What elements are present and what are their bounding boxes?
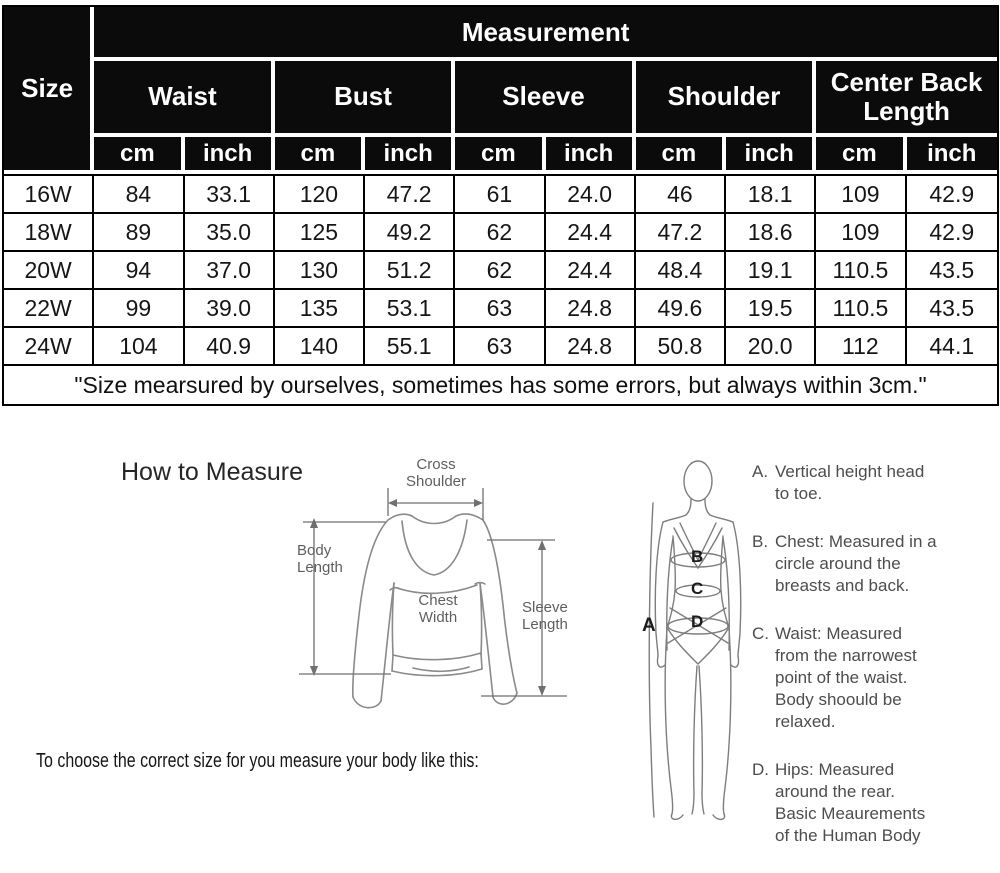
value-cell: 48.4 (636, 252, 726, 290)
table-note-row (4, 366, 997, 404)
instruction-item-b (752, 531, 962, 597)
size-cell: 22W (4, 290, 94, 328)
value-cell: 19.1 (726, 252, 816, 290)
cross-shoulder-label: Cross Shoulder (405, 456, 467, 490)
instruction-text: around the rear. (775, 782, 896, 801)
instruction-text: Waist: Measured (775, 624, 902, 643)
value-cell: 24.8 (546, 290, 636, 328)
size-cell: 18W (4, 214, 94, 252)
size-note: "Size mearsured by ourselves, sometimes has some errors, but always within 3cm." (4, 366, 997, 404)
unit-header-cm: cm (94, 137, 184, 174)
instruction-text: relaxed. (775, 712, 836, 731)
value-cell: 47.2 (365, 174, 455, 214)
instruction-label: C. (752, 624, 769, 643)
value-cell: 49.2 (365, 214, 455, 252)
instruction-item-d (752, 759, 962, 847)
table-row (4, 252, 997, 290)
value-cell: 55.1 (365, 328, 455, 366)
unit-header-cm: cm (455, 137, 545, 174)
unit-header-inch: inch (907, 137, 998, 174)
value-cell: 49.6 (636, 290, 726, 328)
value-cell: 112 (816, 328, 906, 366)
value-cell: 39.0 (185, 290, 275, 328)
value-cell: 24.4 (546, 252, 636, 290)
unit-header-inch: inch (546, 137, 636, 174)
body-outline-drawing (640, 448, 765, 823)
value-cell: 20.0 (726, 328, 816, 366)
figure-marker-c: C (691, 579, 704, 598)
value-cell: 130 (275, 252, 365, 290)
unit-header-cm: cm (275, 137, 365, 174)
body-length-label: Body Length (297, 542, 343, 576)
value-cell: 125 (275, 214, 365, 252)
size-column-header: Size (4, 7, 94, 174)
unit-header-inch: inch (726, 137, 816, 174)
figure-marker-b: B (691, 547, 704, 566)
value-cell: 110.5 (816, 252, 906, 290)
value-cell: 94 (94, 252, 184, 290)
instruction-text: Hips: Measured (775, 760, 895, 779)
value-cell: 140 (275, 328, 365, 366)
instruction-label: D. (752, 760, 769, 779)
sweater-outline-drawing (293, 450, 583, 730)
value-cell: 24.4 (546, 214, 636, 252)
value-cell: 40.9 (185, 328, 275, 366)
instruction-text: circle around the (775, 554, 901, 573)
value-cell: 63 (455, 328, 545, 366)
value-cell: 110.5 (816, 290, 906, 328)
table-row (4, 174, 997, 214)
choose-size-instruction: To choose the correct size for you measure your body like this: (36, 750, 479, 772)
value-cell: 109 (816, 174, 906, 214)
instruction-text: breasts and back. (775, 576, 910, 595)
instruction-item-a (752, 461, 962, 505)
unit-header-cm: cm (636, 137, 726, 174)
value-cell: 42.9 (907, 174, 998, 214)
header-row-measurement (4, 7, 997, 61)
instruction-text: Vertical height head (775, 462, 925, 481)
instruction-text: of the Human Body (775, 826, 921, 845)
value-cell: 63 (455, 290, 545, 328)
value-cell: 104 (94, 328, 184, 366)
group-header-center-back-length: Center Back Length (816, 61, 997, 137)
value-cell: 62 (455, 252, 545, 290)
instruction-text: from the narrowest (775, 646, 917, 665)
value-cell: 43.5 (907, 290, 998, 328)
garment-diagram (293, 450, 583, 730)
figure-marker-d: D (691, 612, 704, 631)
unit-header-cm: cm (816, 137, 906, 174)
value-cell: 47.2 (636, 214, 726, 252)
instruction-text: Basic Meaurements (775, 804, 926, 823)
how-to-measure-title: How to Measure (121, 458, 304, 486)
table-row (4, 290, 997, 328)
value-cell: 89 (94, 214, 184, 252)
value-cell: 120 (275, 174, 365, 214)
header-row-groups (4, 61, 997, 137)
size-cell: 24W (4, 328, 94, 366)
value-cell: 18.1 (726, 174, 816, 214)
value-cell: 19.5 (726, 290, 816, 328)
group-header-shoulder: Shoulder (636, 61, 817, 137)
instruction-text: Body shoould be (775, 690, 902, 709)
value-cell: 35.0 (185, 214, 275, 252)
group-header-bust: Bust (275, 61, 456, 137)
instruction-text: to toe. (775, 484, 823, 503)
measurement-header: Measurement (94, 7, 997, 61)
value-cell: 37.0 (185, 252, 275, 290)
value-cell: 51.2 (365, 252, 455, 290)
instruction-label: A. (752, 462, 769, 481)
size-chart-table (2, 5, 999, 406)
value-cell: 24.0 (546, 174, 636, 214)
instruction-label: B. (752, 532, 769, 551)
instruction-item-c (752, 623, 962, 733)
chest-width-label: Chest Width (418, 592, 458, 626)
group-header-sleeve: Sleeve (455, 61, 636, 137)
value-cell: 61 (455, 174, 545, 214)
body-figure-diagram (640, 448, 765, 823)
value-cell: 33.1 (185, 174, 275, 214)
value-cell: 24.8 (546, 328, 636, 366)
value-cell: 62 (455, 214, 545, 252)
sleeve-length-label: Sleeve Length (522, 599, 568, 633)
table-row (4, 214, 997, 252)
size-cell: 20W (4, 252, 94, 290)
instruction-text: point of the waist. (775, 668, 908, 687)
value-cell: 109 (816, 214, 906, 252)
group-header-waist: Waist (94, 61, 275, 137)
instruction-text: Chest: Measured in a (775, 532, 937, 551)
value-cell: 50.8 (636, 328, 726, 366)
value-cell: 46 (636, 174, 726, 214)
value-cell: 43.5 (907, 252, 998, 290)
value-cell: 99 (94, 290, 184, 328)
value-cell: 42.9 (907, 214, 998, 252)
table-row (4, 328, 997, 366)
value-cell: 84 (94, 174, 184, 214)
unit-header-inch: inch (365, 137, 455, 174)
value-cell: 18.6 (726, 214, 816, 252)
unit-header-inch: inch (185, 137, 275, 174)
value-cell: 135 (275, 290, 365, 328)
measure-instructions (752, 461, 962, 873)
value-cell: 53.1 (365, 290, 455, 328)
figure-marker-a: A (642, 615, 656, 636)
size-cell: 16W (4, 174, 94, 214)
header-row-units (4, 137, 997, 174)
value-cell: 44.1 (907, 328, 998, 366)
